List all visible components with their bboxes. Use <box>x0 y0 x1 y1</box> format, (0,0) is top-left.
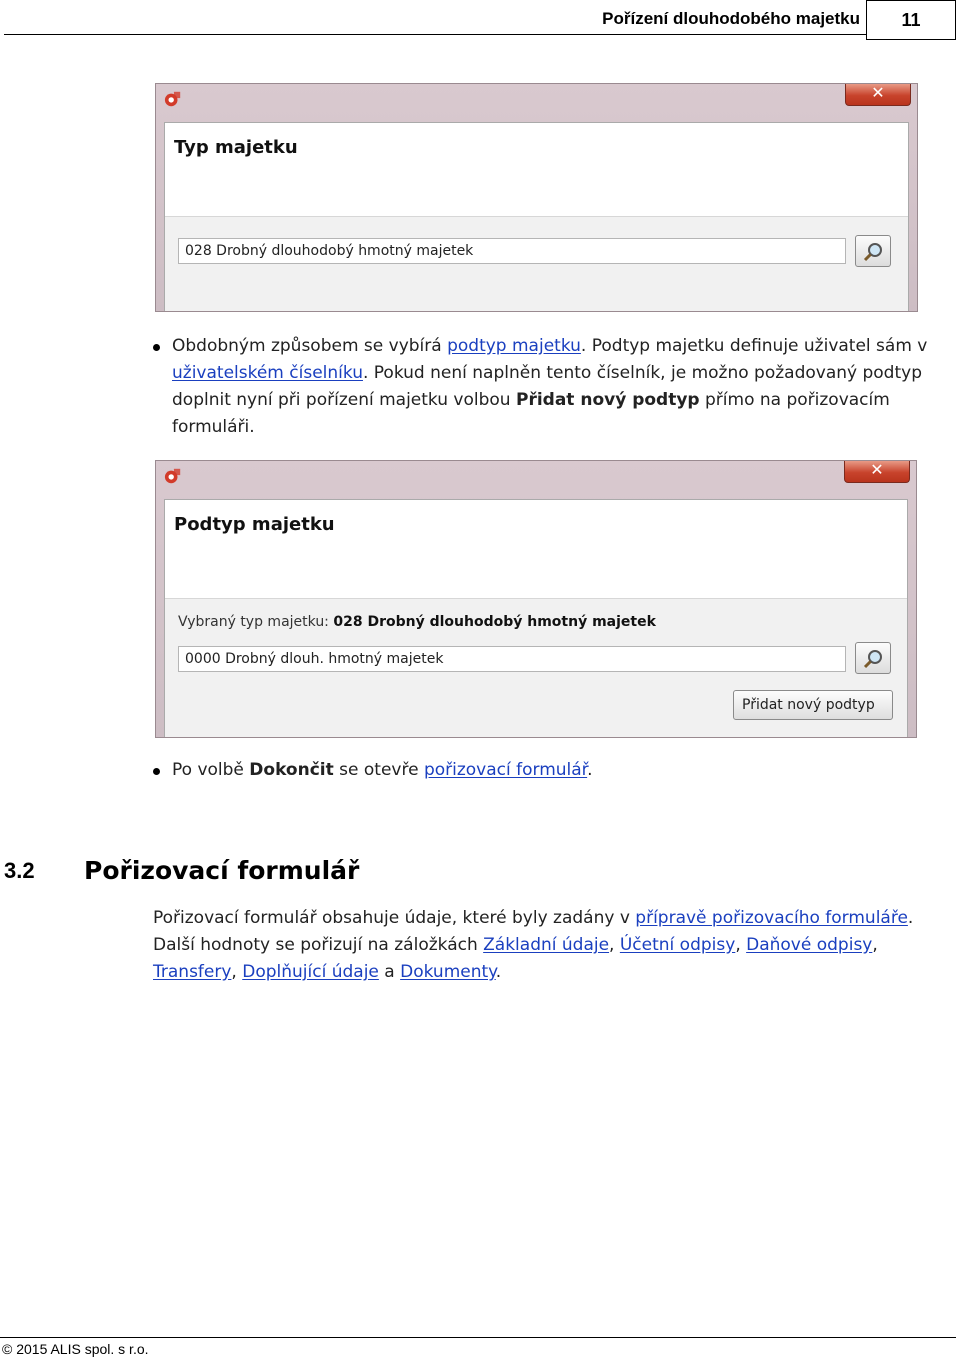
bold-term: Přidat nový podtyp <box>515 390 700 410</box>
bullet-text: se otevře <box>333 760 424 780</box>
bullet-text: Po volbě <box>172 760 250 780</box>
dialog-title: Podtyp majetku <box>174 514 335 535</box>
page-header <box>4 0 956 35</box>
bullet-text: . Podtyp majetku definuje uživatel sám v <box>580 336 928 356</box>
section-number: 3.2 <box>4 858 35 883</box>
para-text: a <box>378 962 401 982</box>
dialog-header <box>165 500 907 599</box>
page-number: 11 <box>866 0 956 40</box>
dialog-typ-majetku <box>155 83 918 312</box>
add-subtype-button[interactable]: Přidat nový podtyp <box>733 690 893 720</box>
bullet-text: Obdobným způsobem se vybírá <box>172 336 448 356</box>
dialog-body <box>164 499 908 737</box>
magnifier-icon <box>863 648 885 670</box>
bullet-subtype <box>172 333 932 441</box>
dialog-body <box>164 122 909 311</box>
link-danove-odpisy[interactable]: Daňové odpisy <box>746 935 873 955</box>
para-text: , <box>231 962 243 982</box>
page-footer <box>0 1337 956 1357</box>
selected-type-label: Vybraný typ majetku: <box>178 614 329 630</box>
asset-type-field[interactable]: 028 Drobný dlouhodobý hmotný majetek <box>178 238 846 264</box>
app-logo-icon <box>164 90 182 108</box>
link-podtyp-majetku[interactable]: podtyp majetku <box>447 336 581 356</box>
selected-type-value: 028 Drobný dlouhodobý hmotný majetek <box>333 614 656 630</box>
para-text: , <box>609 935 620 955</box>
close-button[interactable]: ✕ <box>845 84 911 106</box>
dialog-title: Typ majetku <box>174 137 298 158</box>
search-button[interactable] <box>855 642 891 674</box>
link-dokumenty[interactable]: Dokumenty <box>400 962 496 982</box>
bullet-text: . Pokud není naplněn tento číselník, je možno požadovaný podtyp doplnit nyní při pořízení majetku volbou <box>172 363 922 410</box>
link-priprava-formulare[interactable]: přípravě pořizovacího formuláře <box>635 908 908 928</box>
link-ucetni-odpisy[interactable]: Účetní odpisy <box>619 935 736 955</box>
para-text: , <box>872 935 878 955</box>
link-transfery[interactable]: Transfery <box>153 962 232 982</box>
bullet-text: přímo na pořizovacím formuláři. <box>172 390 890 437</box>
magnifier-icon <box>863 241 885 263</box>
section-title: Pořizovací formulář <box>84 856 360 885</box>
dialog-podtyp-majetku <box>155 460 917 738</box>
app-logo-icon <box>164 467 182 485</box>
bold-term: Dokončit <box>249 760 334 780</box>
bullet-text: . <box>587 760 593 780</box>
link-zakladni-udaje[interactable]: Základní údaje <box>483 935 610 955</box>
close-button[interactable]: ✕ <box>844 461 910 483</box>
para-text: , <box>735 935 747 955</box>
link-porizovaci-formular[interactable]: pořizovací formulář <box>423 760 588 780</box>
asset-subtype-field[interactable]: 0000 Drobný dlouh. hmotný majetek <box>178 646 846 672</box>
bullet-dokoncit <box>172 757 932 784</box>
header-title: Pořízení dlouhodobého majetku <box>602 9 860 28</box>
para-text: . Další hodnoty se pořizují na záložkách <box>153 908 914 955</box>
section-paragraph <box>153 905 933 986</box>
para-text: . <box>495 962 502 982</box>
para-text: Pořizovací formulář obsahuje údaje, které byly zadány v <box>153 908 636 928</box>
link-uzivatelsky-ciselnik[interactable]: uživatelském číselníku <box>172 363 363 383</box>
dialog-header <box>165 123 908 217</box>
footer-copyright: © 2015 ALIS spol. s r.o. <box>2 1341 149 1357</box>
selected-type-row <box>178 614 656 630</box>
link-doplnujici-udaje[interactable]: Doplňující údaje <box>242 962 379 982</box>
search-button[interactable] <box>855 235 891 267</box>
